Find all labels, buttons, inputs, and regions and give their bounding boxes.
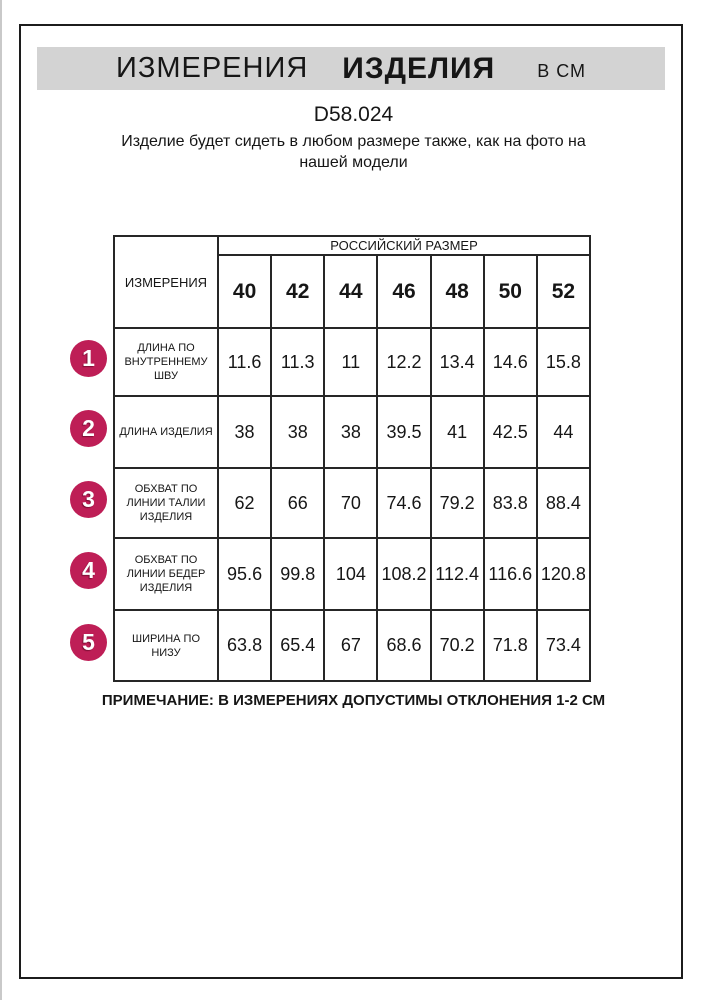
- product-code: D58.024: [313, 103, 394, 126]
- value-cell: 95.6: [218, 538, 271, 610]
- value-cell: 108.2: [377, 538, 430, 610]
- size-col-header: 40: [218, 255, 271, 328]
- size-col-header: 46: [377, 255, 430, 328]
- row-number-badge-2: 2: [70, 410, 107, 447]
- value-cell: 88.4: [537, 468, 590, 538]
- table-row: [114, 610, 590, 681]
- value-cell: 12.2: [377, 328, 430, 396]
- value-cell: 67: [324, 610, 377, 681]
- size-col-header: 50: [484, 255, 537, 328]
- value-cell: 68.6: [377, 610, 430, 681]
- value-cell: 120.8: [537, 538, 590, 610]
- size-table: [113, 235, 591, 682]
- row-number-badge-3: 3: [70, 481, 107, 518]
- value-cell: 65.4: [271, 610, 324, 681]
- value-cell: 104: [324, 538, 377, 610]
- value-cell: 99.8: [271, 538, 324, 610]
- table-row: [114, 538, 590, 610]
- left-edge-artifact: [0, 0, 2, 1000]
- corner-header: ИЗМЕРЕНИЯ: [114, 236, 218, 328]
- value-cell: 42.5: [484, 396, 537, 468]
- value-cell: 15.8: [537, 328, 590, 396]
- title-unit: В СМ: [537, 61, 586, 81]
- value-cell: 11.6: [218, 328, 271, 396]
- value-cell: 41: [431, 396, 484, 468]
- row-label: ОБХВАТ ПО ЛИНИИ БЕДЕР ИЗДЕЛИЯ: [114, 538, 218, 610]
- value-cell: 44: [537, 396, 590, 468]
- size-col-header: 48: [431, 255, 484, 328]
- value-cell: 38: [218, 396, 271, 468]
- value-cell: 62: [218, 468, 271, 538]
- value-cell: 38: [324, 396, 377, 468]
- value-cell: 116.6: [484, 538, 537, 610]
- value-cell: 71.8: [484, 610, 537, 681]
- value-cell: 70: [324, 468, 377, 538]
- row-number-badge-4: 4: [70, 552, 107, 589]
- value-cell: 66: [271, 468, 324, 538]
- row-number-badge-1: 1: [70, 340, 107, 377]
- row-label: ДЛИНА ИЗДЕЛИЯ: [114, 396, 218, 468]
- size-col-header: 44: [324, 255, 377, 328]
- table-row: [114, 328, 590, 396]
- size-col-header: 52: [537, 255, 590, 328]
- value-cell: 11: [324, 328, 377, 396]
- value-cell: 74.6: [377, 468, 430, 538]
- value-cell: 39.5: [377, 396, 430, 468]
- title-product: ИЗДЕЛИЯ: [342, 51, 496, 85]
- value-cell: 112.4: [431, 538, 484, 610]
- fit-description: Изделие будет сидеть в любом размере также, как на фото на нашей модели: [121, 133, 586, 171]
- value-cell: 73.4: [537, 610, 590, 681]
- value-cell: 70.2: [431, 610, 484, 681]
- value-cell: 83.8: [484, 468, 537, 538]
- value-cell: 11.3: [271, 328, 324, 396]
- size-group-header: РОССИЙСКИЙ РАЗМЕР: [218, 236, 590, 255]
- row-label: ОБХВАТ ПО ЛИНИИ ТАЛИИ ИЗДЕЛИЯ: [114, 468, 218, 538]
- tolerance-note: ПРИМЕЧАНИЕ: В ИЗМЕРЕНИЯХ ДОПУСТИМЫ ОТКЛОНЕНИЯ 1-2 СМ: [101, 692, 606, 709]
- title-measurements: ИЗМЕРЕНИЯ: [115, 52, 309, 84]
- row-label: ШИРИНА ПО НИЗУ: [114, 610, 218, 681]
- value-cell: 79.2: [431, 468, 484, 538]
- row-number-badge-5: 5: [70, 624, 107, 661]
- table-row: [114, 396, 590, 468]
- row-label: ДЛИНА ПО ВНУТРЕННЕМУ ШВУ: [114, 328, 218, 396]
- value-cell: 14.6: [484, 328, 537, 396]
- title-bar: [37, 47, 665, 90]
- table-row: [114, 468, 590, 538]
- value-cell: 38: [271, 396, 324, 468]
- value-cell: 13.4: [431, 328, 484, 396]
- value-cell: 63.8: [218, 610, 271, 681]
- size-col-header: 42: [271, 255, 324, 328]
